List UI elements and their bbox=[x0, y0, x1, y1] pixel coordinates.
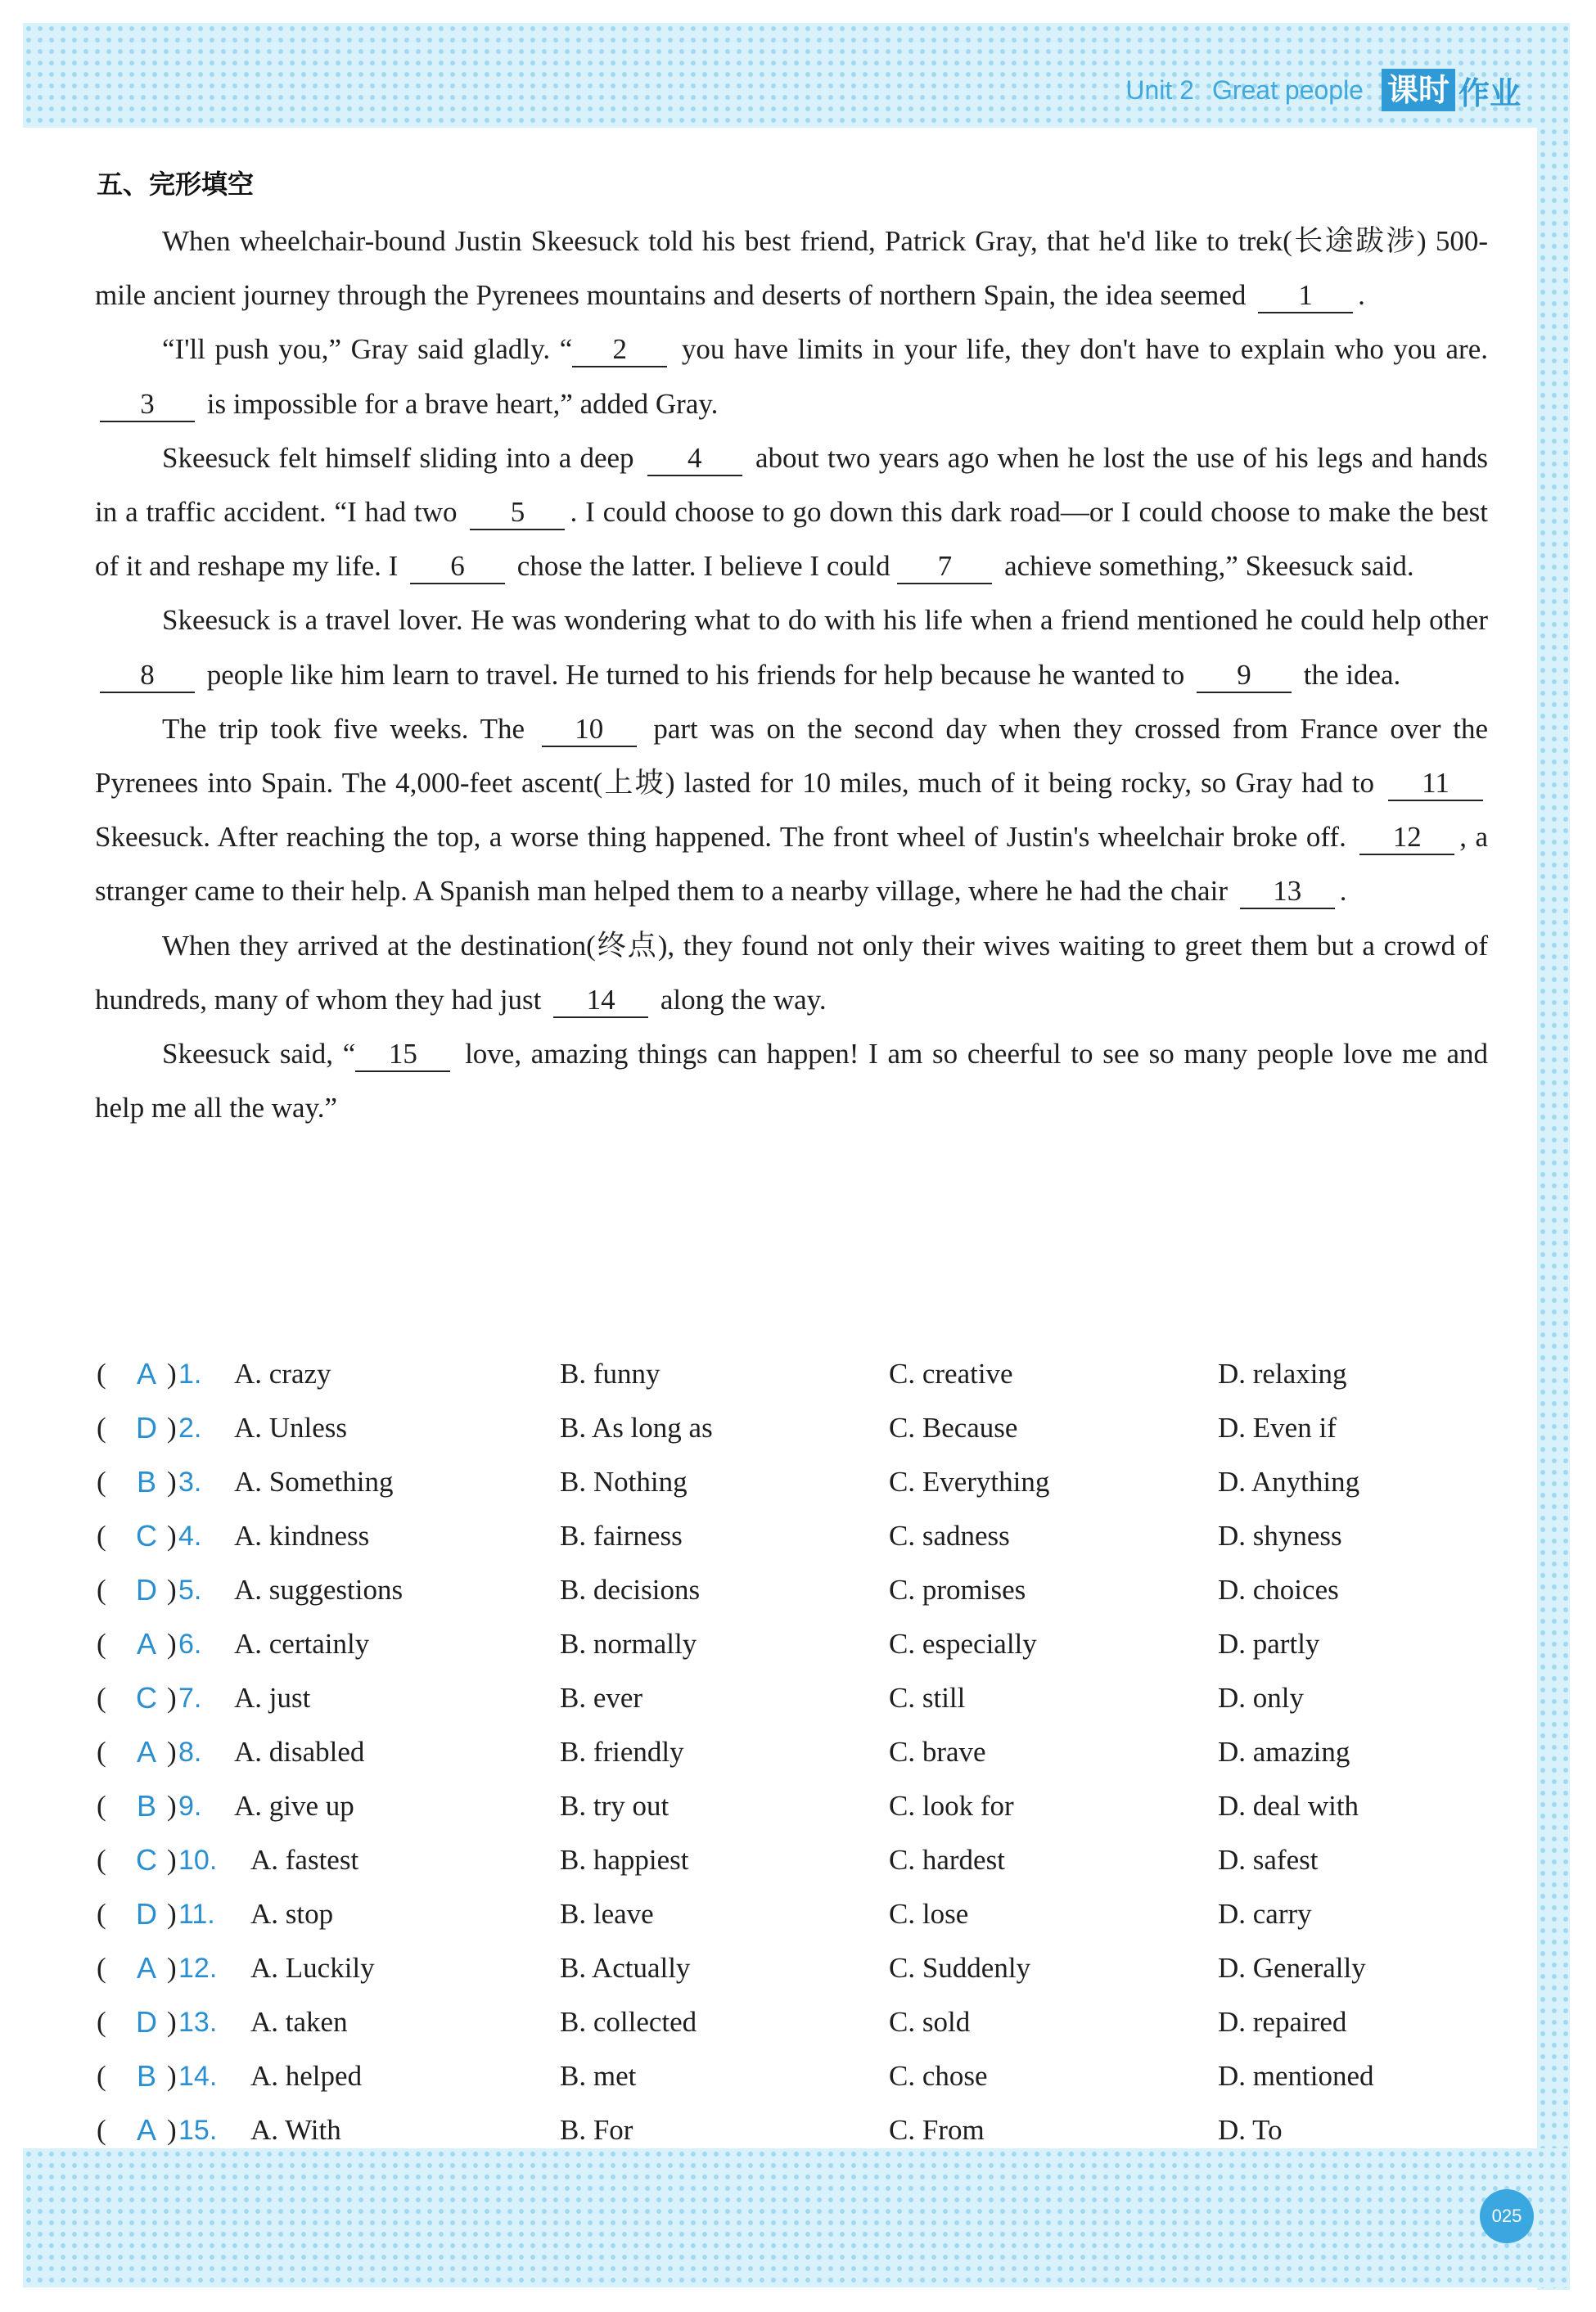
option-d: D. partly bbox=[1218, 1628, 1320, 1660]
option-c: C. From bbox=[889, 2114, 985, 2146]
option-a: A. taken bbox=[250, 2006, 348, 2038]
blank-9: 9 bbox=[1197, 659, 1292, 693]
option-b: B. funny bbox=[560, 1358, 660, 1390]
question-list bbox=[97, 1347, 1488, 2157]
option-c: C. Because bbox=[889, 1412, 1018, 1444]
paren-close: ) bbox=[167, 1952, 177, 1984]
paren-close: ) bbox=[167, 1466, 177, 1498]
option-d: D. safest bbox=[1218, 1844, 1319, 1876]
option-b: B. collected bbox=[560, 2006, 697, 2038]
answer-mark: A bbox=[136, 1951, 156, 1985]
page-header bbox=[1125, 67, 1521, 113]
right-dot-band bbox=[1537, 23, 1570, 2290]
paren-close: ) bbox=[167, 1628, 177, 1660]
option-c: C. promises bbox=[889, 1574, 1026, 1606]
option-a: A. crazy bbox=[234, 1358, 331, 1390]
question-row: ( A ) 6. A. certainly B. normally C. especially D. partly bbox=[97, 1627, 1320, 1661]
bottom-dot-band bbox=[23, 2148, 1570, 2287]
question-row: ( D ) 13. A. taken B. collected C. sold D. repaired bbox=[97, 2005, 1347, 2039]
option-d: D. carry bbox=[1218, 1898, 1312, 1930]
option-b: B. ever bbox=[560, 1682, 643, 1714]
paren-open: ( bbox=[97, 1682, 106, 1714]
question-row: ( A ) 8. A. disabled B. friendly C. brave D. amazing bbox=[97, 1735, 1350, 1769]
option-c: C. sold bbox=[889, 2006, 971, 2038]
brand-logo-text: 作业 bbox=[1458, 74, 1521, 111]
unit-topic: Great people bbox=[1211, 74, 1364, 105]
paren-open: ( bbox=[97, 1790, 106, 1822]
brand-logo bbox=[1382, 68, 1521, 113]
paragraph-1: When wheelchair-bound Justin Skeesuck told his best friend, Patrick Gray, that he'd like to trek(长途跋涉) 500-mile ancient journey through the Pyrenees mountains and deserts of northern Spain, the idea seemed 1 . bbox=[95, 214, 1488, 322]
paragraph-7: Skeesuck said, “ 15 love, amazing things can happen! I am so cheerful to see so many people love me and help me all the way.” bbox=[95, 1038, 1488, 1124]
blank-15: 15 bbox=[355, 1038, 450, 1072]
option-d: D. shyness bbox=[1218, 1520, 1342, 1552]
option-b: B. decisions bbox=[560, 1574, 701, 1606]
option-d: D. amazing bbox=[1218, 1736, 1350, 1768]
paren-close: ) bbox=[167, 1736, 177, 1768]
paren-open: ( bbox=[97, 1898, 106, 1930]
paragraph-6: When they arrived at the destination(终点), they found not only their wives waiting to greet them but a crowd of hundreds, many of whom they had just 14 along the way. bbox=[95, 919, 1488, 1027]
question-row: ( D ) 2. A. Unless B. As long as C. Because D. Even if bbox=[97, 1411, 1337, 1444]
paren-close: ) bbox=[167, 1898, 177, 1930]
option-c: C. sadness bbox=[889, 1520, 1010, 1552]
brand-logo-box: 课时 bbox=[1382, 69, 1455, 111]
option-a: A. Something bbox=[234, 1466, 394, 1498]
option-c: C. Everything bbox=[889, 1466, 1050, 1498]
option-d: D. choices bbox=[1218, 1574, 1339, 1606]
paragraph-4: Skeesuck is a travel lover. He was wondering what to do with his life when a friend mentioned he could help other 8 people like him learn to travel. He turned to his friends for help because he wanted to 9 the idea. bbox=[95, 593, 1488, 701]
blank-12: 12 bbox=[1359, 821, 1454, 855]
blank-7: 7 bbox=[897, 550, 992, 584]
answer-mark: D bbox=[136, 1897, 157, 1931]
paren-open: ( bbox=[97, 1736, 106, 1768]
paragraph-5: The trip took five weeks. The 10 part was on the second day when they crossed from France over the Pyrenees into Spain. The 4,000-feet ascent(上坡) lasted for 10 miles, much of it being rocky, so Gray had to 11 Skeesuck. After reaching the top, a worse thing happened. The front wheel of Justin's wheelchair broke off. 12 , a stranger came to their help. A Spanish man helped them to a nearby village, where he had the chair 13 . bbox=[95, 702, 1488, 919]
paren-close: ) bbox=[167, 2060, 177, 2092]
option-a: A. disabled bbox=[234, 1736, 365, 1768]
option-a: A. helped bbox=[250, 2060, 363, 2092]
option-a: A. suggestions bbox=[234, 1574, 404, 1606]
answer-mark: D bbox=[136, 1573, 157, 1607]
option-c: C. creative bbox=[889, 1358, 1013, 1390]
paren-open: ( bbox=[97, 2006, 106, 2038]
option-a: A. With bbox=[250, 2114, 341, 2146]
paragraph-3: Skeesuck felt himself sliding into a deep 4 about two years ago when he lost the use of his legs and hands in a traffic accident. “I had two 5 . I could choose to go down this dark road—or I could choose to make the best of it and reshape my life. I 6 chose the latter. I believe I could 7 achieve something,” Skeesuck said. bbox=[95, 431, 1488, 594]
question-row: ( B ) 3. A. Something B. Nothing C. Everything D. Anything bbox=[97, 1465, 1360, 1499]
blank-13: 13 bbox=[1240, 875, 1335, 909]
question-row: ( B ) 14. A. helped B. met C. chose D. mentioned bbox=[97, 2059, 1374, 2093]
paren-close: ) bbox=[167, 1574, 177, 1606]
cloze-passage bbox=[95, 214, 1488, 1135]
question-row: ( C ) 7. A. just B. ever C. still D. only bbox=[97, 1681, 1304, 1715]
blank-11: 11 bbox=[1388, 767, 1483, 801]
answer-mark: A bbox=[136, 1627, 156, 1661]
blank-5: 5 bbox=[470, 496, 565, 530]
option-b: B. try out bbox=[560, 1790, 670, 1822]
blank-4: 4 bbox=[647, 442, 742, 476]
paren-open: ( bbox=[97, 1574, 106, 1606]
option-a: A. stop bbox=[250, 1898, 334, 1930]
blank-6: 6 bbox=[410, 550, 505, 584]
paren-open: ( bbox=[97, 1466, 106, 1498]
paren-open: ( bbox=[97, 1358, 106, 1390]
paren-close: ) bbox=[167, 1790, 177, 1822]
paren-close: ) bbox=[167, 1520, 177, 1552]
question-row: ( A ) 1. A. crazy B. funny C. creative D. relaxing bbox=[97, 1357, 1347, 1390]
option-d: D. only bbox=[1218, 1682, 1304, 1714]
option-c: C. hardest bbox=[889, 1844, 1005, 1876]
option-d: D. deal with bbox=[1218, 1790, 1359, 1822]
option-a: A. certainly bbox=[234, 1628, 370, 1660]
paren-close: ) bbox=[167, 2114, 177, 2146]
option-b: B. met bbox=[560, 2060, 637, 2092]
option-b: B. Nothing bbox=[560, 1466, 688, 1498]
question-row: ( A ) 15. A. With B. For C. From D. To bbox=[97, 2113, 1283, 2147]
option-b: B. Actually bbox=[560, 1952, 691, 1984]
section-title: 五、完形填空 bbox=[97, 169, 255, 200]
option-c: C. lose bbox=[889, 1898, 969, 1930]
answer-mark: B bbox=[136, 1465, 156, 1499]
option-d: D. Even if bbox=[1218, 1412, 1337, 1444]
option-d: D. relaxing bbox=[1218, 1358, 1347, 1390]
option-a: A. Luckily bbox=[250, 1952, 375, 1984]
question-row: ( D ) 5. A. suggestions B. decisions C. promises D. choices bbox=[97, 1573, 1339, 1607]
option-b: B. happiest bbox=[560, 1844, 689, 1876]
option-a: A. Unless bbox=[234, 1412, 348, 1444]
question-row: ( D ) 11. A. stop B. leave C. lose D. carry bbox=[97, 1897, 1312, 1931]
option-c: C. look for bbox=[889, 1790, 1014, 1822]
paren-open: ( bbox=[97, 2114, 106, 2146]
option-b: B. fairness bbox=[560, 1520, 683, 1552]
paren-close: ) bbox=[167, 1358, 177, 1390]
answer-mark: C bbox=[136, 1843, 157, 1877]
option-c: C. still bbox=[889, 1682, 966, 1714]
paren-close: ) bbox=[167, 1844, 177, 1876]
answer-mark: B bbox=[136, 1789, 156, 1823]
option-a: A. just bbox=[234, 1682, 311, 1714]
paren-open: ( bbox=[97, 1952, 106, 1984]
option-d: D. To bbox=[1218, 2114, 1283, 2146]
option-c: C. chose bbox=[889, 2060, 988, 2092]
answer-mark: D bbox=[136, 1411, 157, 1444]
option-b: B. friendly bbox=[560, 1736, 684, 1768]
answer-mark: B bbox=[136, 2059, 156, 2093]
paragraph-2: “I'll push you,” Gray said gladly. “ 2 you have limits in your life, they don't have to explain who you are. 3 is impossible for a brave heart,” added Gray. bbox=[95, 322, 1488, 430]
answer-mark: A bbox=[136, 2113, 156, 2147]
question-row: ( A ) 12. A. Luckily B. Actually C. Suddenly D. Generally bbox=[97, 1951, 1366, 1985]
option-d: D. Generally bbox=[1218, 1952, 1366, 1984]
blank-2: 2 bbox=[572, 333, 667, 367]
option-c: C. brave bbox=[889, 1736, 986, 1768]
answer-mark: A bbox=[136, 1735, 156, 1769]
paren-open: ( bbox=[97, 1520, 106, 1552]
page-number: 025 bbox=[1480, 2189, 1534, 2243]
blank-8: 8 bbox=[100, 659, 195, 693]
option-b: B. normally bbox=[560, 1628, 697, 1660]
paren-open: ( bbox=[97, 2060, 106, 2092]
option-b: B. leave bbox=[560, 1898, 654, 1930]
option-a: A. give up bbox=[234, 1790, 354, 1822]
answer-mark: A bbox=[136, 1357, 156, 1390]
question-row: ( B ) 9. A. give up B. try out C. look for D. deal with bbox=[97, 1789, 1359, 1823]
option-d: D. repaired bbox=[1218, 2006, 1347, 2038]
paren-close: ) bbox=[167, 2006, 177, 2038]
option-d: D. mentioned bbox=[1218, 2060, 1374, 2092]
option-b: B. For bbox=[560, 2114, 633, 2146]
option-c: C. especially bbox=[889, 1628, 1037, 1660]
option-c: C. Suddenly bbox=[889, 1952, 1031, 1984]
blank-1: 1 bbox=[1258, 279, 1353, 313]
option-b: B. As long as bbox=[560, 1412, 713, 1444]
answer-mark: C bbox=[136, 1681, 157, 1715]
paren-close: ) bbox=[167, 1412, 177, 1444]
question-row: ( C ) 4. A. kindness B. fairness C. sadness D. shyness bbox=[97, 1519, 1342, 1553]
option-d: D. Anything bbox=[1218, 1466, 1360, 1498]
paren-close: ) bbox=[167, 1682, 177, 1714]
option-a: A. fastest bbox=[250, 1844, 359, 1876]
paren-open: ( bbox=[97, 1628, 106, 1660]
paren-open: ( bbox=[97, 1412, 106, 1444]
question-row: ( C ) 10. A. fastest B. happiest C. hardest D. safest bbox=[97, 1843, 1319, 1877]
blank-14: 14 bbox=[553, 984, 648, 1018]
paren-open: ( bbox=[97, 1844, 106, 1876]
blank-3: 3 bbox=[100, 388, 195, 422]
unit-label: Unit 2 bbox=[1125, 74, 1194, 105]
option-a: A. kindness bbox=[234, 1520, 370, 1552]
answer-mark: D bbox=[136, 2005, 157, 2039]
answer-mark: C bbox=[136, 1519, 157, 1553]
blank-10: 10 bbox=[542, 713, 637, 747]
